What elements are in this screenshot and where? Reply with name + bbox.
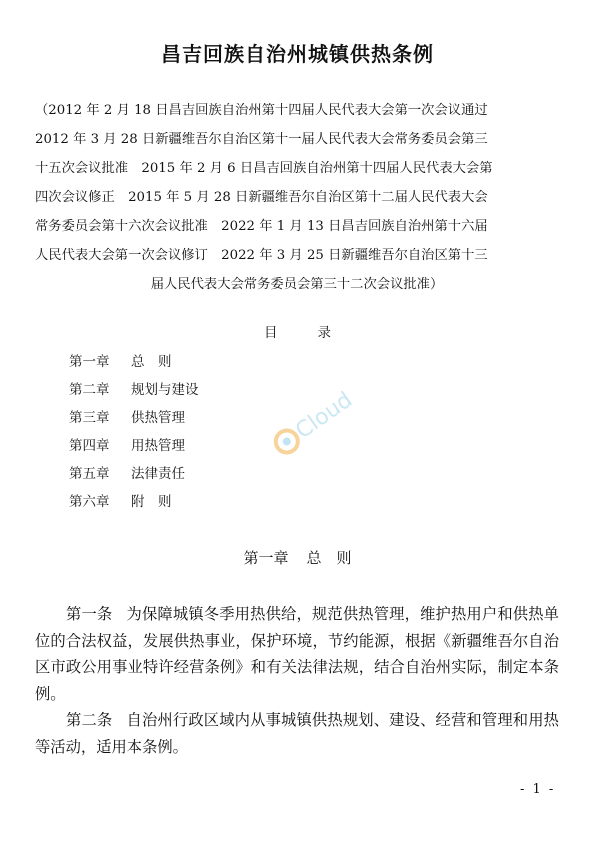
toc-chapter-number: 第三章 <box>69 410 110 426</box>
chapter-name: 总 则 <box>306 549 352 567</box>
chapter-heading <box>0 547 595 568</box>
toc-title <box>0 321 595 341</box>
preamble-line: （2012 年 2 月 18 日昌吉回族自治州第十四届人民代表大会第一次会议通过 <box>35 103 488 118</box>
toc-item[interactable] <box>69 488 369 516</box>
toc-chapter-name: 用热管理 <box>131 438 185 454</box>
chapter-number: 第一章 <box>243 549 289 567</box>
toc-chapter-name: 附 则 <box>131 494 172 510</box>
toc-chapter-number: 第四章 <box>69 438 110 454</box>
article-paragraph <box>35 707 559 760</box>
toc-chapter-number: 第六章 <box>69 494 110 510</box>
article-label: 第一条 <box>66 605 113 623</box>
cloud-logo-icon <box>258 378 358 468</box>
page-number: - 1 - <box>520 782 556 797</box>
toc-chapter-name: 法律责任 <box>131 466 185 482</box>
article-paragraph <box>35 601 559 707</box>
toc-chapter-number: 第二章 <box>69 382 110 398</box>
toc-title-char: 目 <box>264 325 278 341</box>
toc-item[interactable] <box>69 348 369 376</box>
article-text: 自治州行政区域内从事城镇供热规划、建设、经营和管理和用热等活动，适用本条例。 <box>35 711 559 756</box>
toc-title-char: 录 <box>317 325 331 341</box>
adoption-preamble <box>35 96 559 299</box>
document-title: 昌吉回族自治州城镇供热条例 <box>161 42 434 66</box>
toc-chapter-number: 第一章 <box>69 354 110 370</box>
toc-chapter-number: 第五章 <box>69 466 110 482</box>
chapter-body <box>35 601 559 760</box>
toc-chapter-name: 总 则 <box>131 354 172 370</box>
preamble-line: 届人民代表大会常务委员会第三十二次会议批准） <box>150 277 444 292</box>
preamble-line: 2012 年 3 月 28 日新疆维吾尔自治区第十一届人民代表大会常务委员会第三 <box>35 132 488 147</box>
toc-chapter-name: 供热管理 <box>131 410 185 426</box>
preamble-line: 人民代表大会第一次会议修订 2022 年 3 月 25 日新疆维吾尔自治区第十三 <box>35 248 488 263</box>
watermark-text: Cloud <box>291 387 358 445</box>
preamble-line: 常务委员会第十六次会议批准 2022 年 1 月 13 日昌吉回族自治州第十六届 <box>35 219 488 234</box>
article-text: 为保障城镇冬季用热供给，规范供热管理，维护热用户和供热单位的合法权益，发展供热事业，保护环境，节约能源，根据《新疆维吾尔自治区市政公用事业特许经营条例》和有关法律法规，结合自治州实际，制定本条例。 <box>35 605 559 703</box>
preamble-line: 四次会议修正 2015 年 5 月 28 日新疆维吾尔自治区第十二届人民代表大会 <box>35 190 488 205</box>
toc-chapter-name: 规划与建设 <box>131 382 199 398</box>
article-label: 第二条 <box>66 711 113 729</box>
preamble-line: 十五次会议批准 2015 年 2 月 6 日昌吉回族自治州第十四届人民代表大会第 <box>35 161 493 176</box>
